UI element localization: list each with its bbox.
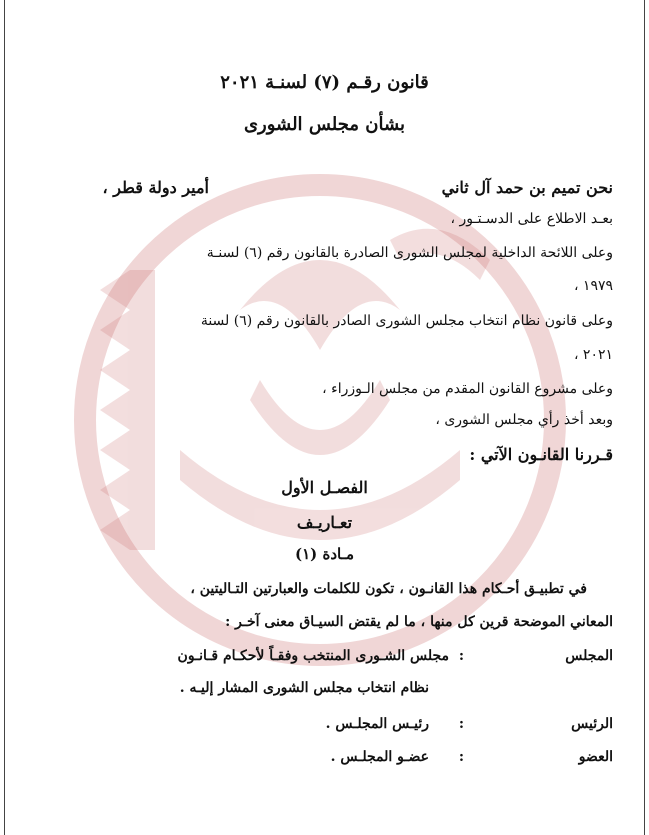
issuer-title: أمير دولة قطر ،	[102, 178, 209, 197]
preamble-line: وبعد أخذ رأي مجلس الشورى ،	[435, 412, 613, 428]
preamble-line: ٢٠٢١ ،	[573, 347, 613, 363]
definition-value: نظام انتخاب مجلس الشورى المشار إليـه .	[179, 680, 429, 696]
chapter-title: الفصـل الأول	[281, 478, 368, 497]
article-text: في تطبيـق أحـكام هذا القانـون ، تكون للكلمات والعبارتين التـاليتين ،	[190, 581, 587, 597]
decree-statement: قـررنا القانـون الآتي :	[469, 445, 613, 464]
preamble-line: وعلى اللائحة الداخلية لمجلس الشورى الصادرة بالقانون رقم (٦) لسنـة	[206, 245, 613, 261]
preamble-line: ١٩٧٩ ،	[573, 278, 613, 294]
article-number: مـادة (١)	[294, 545, 355, 563]
definition-value: رئيـس المجلـس .	[325, 716, 429, 732]
definition-value: عضـو المجلـس .	[330, 749, 429, 765]
definition-colon: :	[458, 716, 464, 732]
article-text: المعاني الموضحة قرين كل منها ، ما لم يقتض السيـاق معنى آخـر :	[225, 614, 613, 630]
definition-term: المجلس	[565, 648, 613, 664]
law-subtitle: بشأن مجلس الشورى	[243, 114, 406, 135]
preamble-line: وعلى قانون نظام انتخاب مجلس الشورى الصادر بالقانون رقم (٦) لسنة	[200, 313, 613, 329]
preamble-line: بعـد الاطلاع على الدسـتـور ،	[450, 211, 613, 227]
definition-colon: :	[458, 749, 464, 765]
preamble-line: وعلى مشروع القانون المقدم من مجلس الـوزراء ،	[322, 381, 613, 397]
definition-colon: :	[458, 648, 464, 664]
issuer-name: نحن تميم بن حمد آل ثاني	[441, 178, 613, 197]
definition-term: العضو	[578, 749, 613, 765]
law-title: قانون رقـم (٧) لسنـة ٢٠٢١	[220, 72, 429, 93]
definition-term: الرئيس	[571, 716, 613, 732]
definition-value: مجلس الشـورى المنتخب وفقـاً لأحكـام قـانـون	[177, 648, 449, 664]
chapter-subtitle: تعـاريـف	[296, 513, 353, 532]
